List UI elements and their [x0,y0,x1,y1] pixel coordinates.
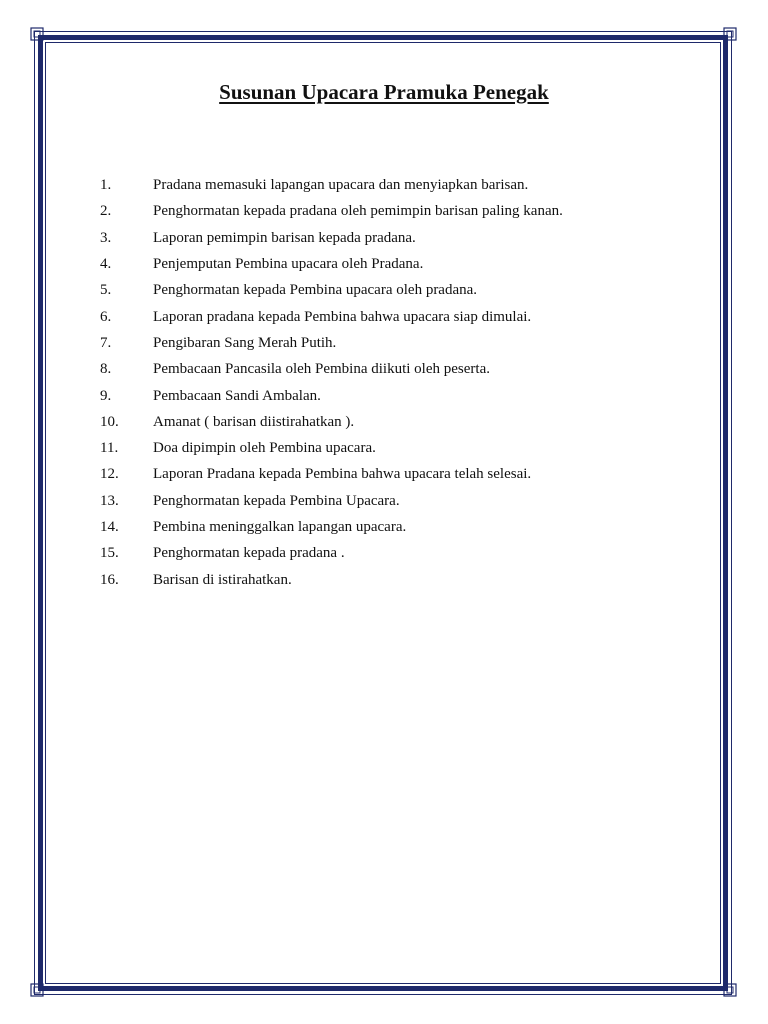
list-item [100,540,700,566]
step-text: Barisan di istirahatkan. [153,571,292,588]
step-text: Pembacaan Pancasila oleh Pembina diikuti oleh peserta. [153,361,490,378]
list-item [100,330,700,356]
list-item [100,198,700,224]
step-number: 8. [100,361,112,378]
step-number: 1. [100,177,112,194]
step-text: Amanat ( barisan diistirahatkan ). [153,413,355,430]
corner-ornament-icon [30,27,44,41]
step-text: Penghormatan kepada Pembina upacara oleh pradana. [153,282,478,299]
step-text: Pradana memasuki lapangan upacara dan menyiapkan barisan. [153,177,529,194]
corner-ornament-icon [30,983,44,997]
step-number: 15. [100,545,119,562]
corner-ornament-icon [723,983,737,997]
step-number: 2. [100,203,112,220]
step-text: Pengibaran Sang Merah Putih. [153,334,337,351]
step-text: Pembacaan Sandi Ambalan. [153,387,321,404]
step-number: 3. [100,229,112,246]
step-number: 12. [100,466,119,483]
list-item [100,382,700,408]
step-text: Penghormatan kepada pradana oleh pemimpin barisan paling kanan. [153,203,563,220]
ceremony-steps-list [100,172,700,593]
step-text: Pembina meninggalkan lapangan upacara. [153,519,407,535]
step-number: 14. [100,519,119,535]
list-item [100,514,700,540]
list-item [100,409,700,435]
step-number: 9. [100,387,112,404]
step-number: 16. [100,571,119,588]
list-item [100,277,700,303]
list-item [100,303,700,329]
step-text: Penghormatan kepada Pembina Upacara. [153,492,400,509]
corner-ornament-icon [723,27,737,41]
list-item [100,225,700,251]
list-item [100,356,700,382]
step-number: 6. [100,308,112,325]
list-item [100,251,700,277]
step-number: 5. [100,282,112,299]
document-title: Susunan Upacara Pramuka Penegak [219,80,549,104]
list-item [100,172,700,198]
step-text: Penjemputan Pembina upacara oleh Pradana. [153,256,424,273]
step-text: Penghormatan kepada pradana . [153,545,345,562]
list-item [100,461,700,487]
list-item [100,566,700,592]
step-text: Laporan Pradana kepada Pembina bahwa upacara telah selesai. [153,466,532,483]
step-text: Doa dipimpin oleh Pembina upacara. [153,440,376,457]
step-text: Laporan pemimpin barisan kepada pradana. [153,229,416,246]
step-number: 13. [100,492,119,509]
step-text: Laporan pradana kepada Pembina bahwa upacara siap dimulai. [153,308,532,325]
step-number: 7. [100,334,112,351]
list-item [100,488,700,514]
step-number: 10. [100,413,119,430]
step-number: 11. [100,440,119,457]
list-item [100,435,700,461]
step-number: 4. [100,256,112,273]
